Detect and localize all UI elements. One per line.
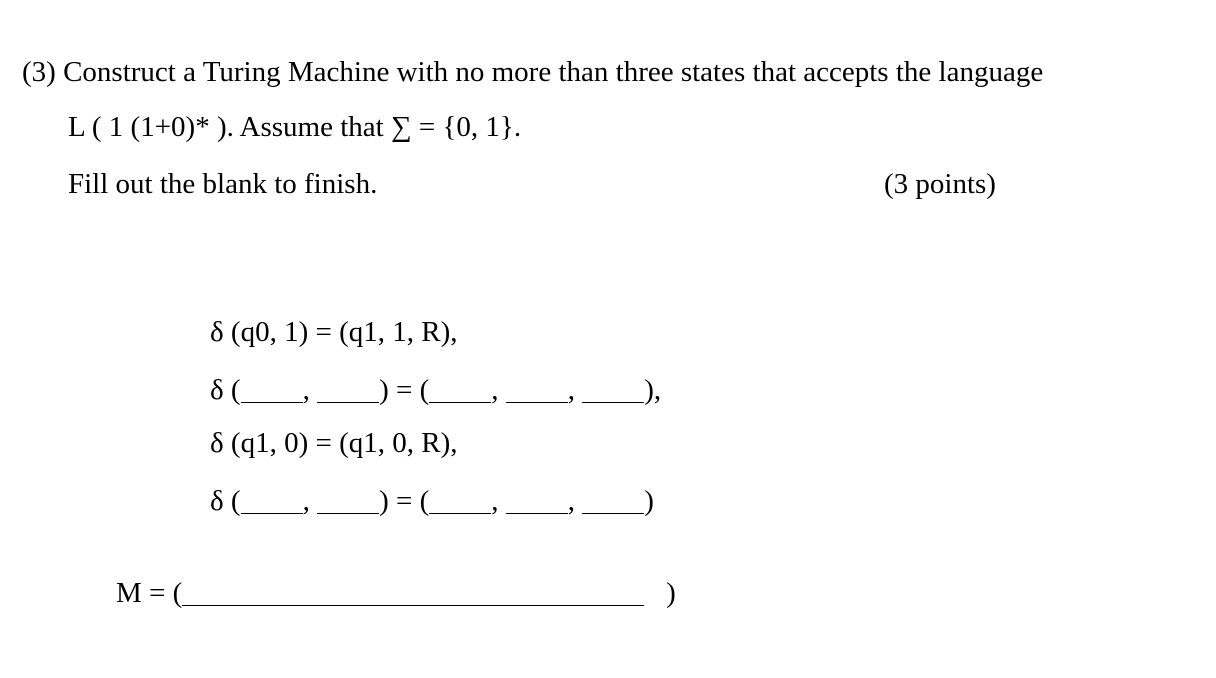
blank-state-input[interactable]	[241, 373, 303, 403]
blank-symbol-input[interactable]	[317, 373, 379, 403]
question-text: Construct a Turing Machine with no more than three states that accepts the language	[63, 56, 1044, 88]
question-number: (3)	[22, 56, 56, 88]
blank-state-input[interactable]	[241, 484, 303, 514]
language-definition: L ( 1 (1+0)* ). Assume that ∑ = {0, 1}.	[68, 111, 522, 143]
transition-row-1: δ (q0, 1) = (q1, 1, R),	[210, 316, 458, 348]
blank-write-symbol[interactable]	[506, 373, 568, 403]
machine-definition-row: M = ( )	[116, 577, 676, 609]
transition-row-2: δ ( , ) = ( , , ),	[210, 374, 662, 406]
blank-next-state[interactable]	[429, 373, 491, 403]
blank-write-symbol[interactable]	[506, 484, 568, 514]
blank-next-state[interactable]	[429, 484, 491, 514]
instruction: Fill out the blank to finish.	[68, 168, 378, 200]
blank-direction[interactable]	[582, 373, 644, 403]
transition-row-3: δ (q1, 0) = (q1, 0, R),	[210, 427, 458, 459]
question-line-1	[22, 58, 1043, 87]
points-label: (3 points)	[884, 168, 996, 200]
blank-symbol-input[interactable]	[317, 484, 379, 514]
machine-tuple-blank[interactable]	[182, 576, 644, 606]
transition-row-4: δ ( , ) = ( , , )	[210, 485, 654, 517]
blank-direction[interactable]	[582, 484, 644, 514]
